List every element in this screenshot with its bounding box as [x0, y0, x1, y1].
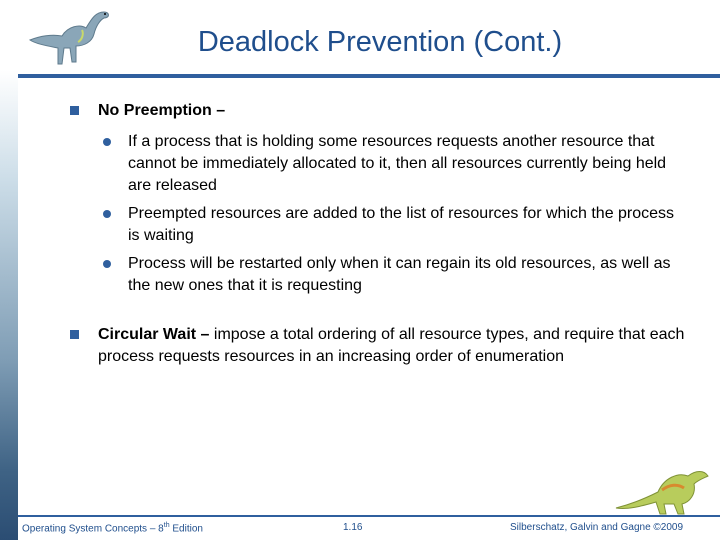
round-bullet-icon: [103, 138, 111, 146]
footer-copyright: Silberschatz, Galvin and Gagne ©2009: [510, 522, 684, 533]
sub-bullet: [70, 203, 690, 247]
bullet-no-preemption: [70, 100, 690, 122]
footer-divider: [18, 515, 720, 517]
round-bullet-icon: [103, 210, 111, 218]
left-decorative-band: [0, 0, 18, 540]
footer-course: Operating System Concepts – 8th Edition: [22, 522, 203, 535]
sub-bullet-text: If a process that is holding some resources requests another resource that cannot be immediately allocated to it, then all resources currently being held are released: [128, 133, 667, 194]
footer-page-number: 1.16: [343, 522, 363, 533]
title-divider: [18, 74, 720, 78]
dinosaur-footer-icon: [612, 464, 712, 516]
sub-bullet-text: Preempted resources are added to the list of resources for which the process is waiting: [128, 205, 675, 244]
bullet-circular-wait: [70, 324, 690, 368]
sub-bullet: [70, 131, 690, 197]
bullet-text: impose a total ordering of all resource types, and require that each process requests resources in an increasing order of enumeration: [98, 326, 685, 365]
round-bullet-icon: [103, 260, 111, 268]
bullet-label: No Preemption –: [98, 102, 226, 119]
square-bullet-icon: [70, 330, 79, 339]
sub-bullet-text: Process will be restarted only when it can regain its old resources, as well as the new ones that it is requesting: [128, 255, 671, 294]
slide-content: [70, 100, 690, 368]
dinosaur-logo-icon: [22, 6, 112, 68]
slide-title: Deadlock Prevention (Cont.): [197, 26, 563, 58]
bullet-label: Circular Wait –: [98, 326, 210, 343]
square-bullet-icon: [70, 106, 79, 115]
sub-bullet: [70, 253, 690, 297]
